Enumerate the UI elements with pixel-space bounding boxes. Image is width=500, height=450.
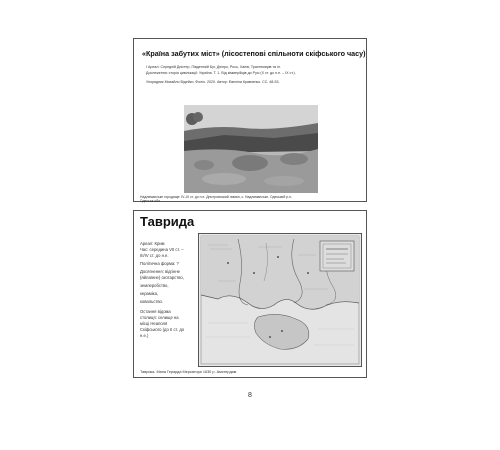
slide-2 <box>133 210 367 378</box>
slide-2-line: кераміка, <box>140 291 159 296</box>
slide-2-line: Досягнення: відгінне <box>140 269 180 274</box>
slide-1-title: «Країна забутих міст» (лісостепові спільноти скіфського часу) <box>142 49 366 58</box>
slide-2-line: Політична форма: ? <box>140 261 179 266</box>
landscape-photo <box>184 105 318 193</box>
map-caption: Таврика. Мапа Герарда Меркатора 1630 р. Амстердам <box>140 370 237 374</box>
slide-2-line: місці Неаполя <box>140 321 168 326</box>
slide-2-line: Час: середина VII ст. – <box>140 247 184 252</box>
slide-2-title: Таврида <box>140 214 195 229</box>
slide-1-line: Упорядник Михайло Відейко. Фоліо. 2020. Автор: Евеліна Кравченко. СС. 48-53. <box>146 80 280 84</box>
slide-1-line: І Ареал: Середній Дністер, Південний Буг, Дніпро, Рось, Ханів, Трахтемирів та ін. <box>146 65 281 69</box>
slide-2-line: (яйлаїнне) скотарство, <box>140 275 184 280</box>
slide-2-line: н.е.) <box>140 333 149 338</box>
slide-2-line: ковальство. <box>140 299 164 304</box>
photo-caption: Надлиманське городище: IV–III ст. до н.е. Дністровський лиман, с. Надлиманське, Одеський р-н, <box>140 195 292 199</box>
slide-2-line: III/IV ст. до н.е. <box>140 253 169 258</box>
historical-map <box>198 233 362 367</box>
slide-2-line: Скіфського (до ІІ ст. до <box>140 327 185 332</box>
slide-1 <box>133 38 367 202</box>
slide-2-line: землеробство, <box>140 283 169 288</box>
slide-1-line: Дослеження: сторія цивілізації: Україна. Т. 1. Від кіммерійців до Русі (Х ст. до н.е. – ІХ ст.). <box>146 71 296 75</box>
slide-2-line: Остання відома <box>140 309 171 314</box>
page-number: 8 <box>248 392 252 399</box>
slide-2-line: Ареал: Крим <box>140 241 165 246</box>
slide-2-line: столиця: селище на <box>140 315 179 320</box>
photo-caption: Одеська обл. <box>140 199 161 203</box>
